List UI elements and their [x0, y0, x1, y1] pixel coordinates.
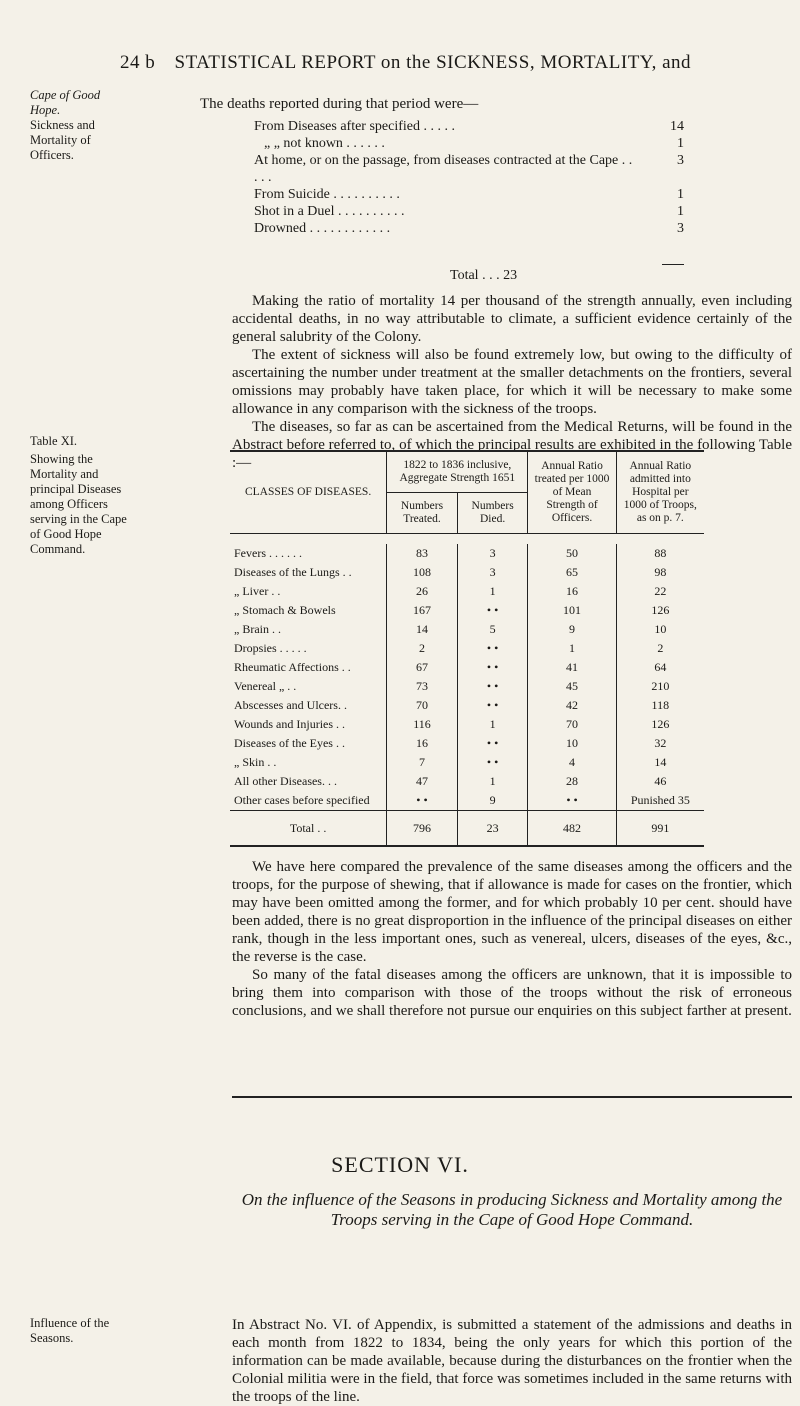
page-header: [120, 52, 691, 74]
table-row: [230, 715, 704, 734]
cell-ratio: 4: [528, 753, 616, 772]
cell-hospital: 991: [651, 820, 670, 835]
cell-treated: 70: [387, 696, 458, 715]
cell-name: Dropsies . . . . .: [230, 639, 387, 658]
cell-name: Other cases before specified: [230, 791, 387, 811]
cell-ratio: 9: [528, 620, 616, 639]
cell-treated: 108: [387, 563, 458, 582]
deaths-intro: The deaths reported during that period were—: [200, 96, 479, 112]
cell-treated: 16: [387, 734, 458, 753]
paragraph: Making the ratio of mortality 14 per thousand of the strength annually, even including accidental deaths, in no way attributable to climate, a sufficient evidence certainly of the general salubrity of the Colony.: [232, 293, 792, 345]
cell-name: Abscesses and Ulcers. .: [230, 696, 387, 715]
deaths-list: [254, 118, 684, 237]
col-classes: CLASSES OF DISEASES.: [230, 451, 387, 534]
cell-hospital: 2: [657, 641, 664, 655]
paragraph-seasons: [232, 1316, 792, 1406]
cell-name: All other Diseases. . .: [230, 772, 387, 791]
table-row: [230, 639, 704, 658]
cell-ratio: 45: [528, 677, 616, 696]
cell-treated: 796: [387, 811, 458, 847]
table-row: [230, 563, 704, 582]
table-row: [230, 753, 704, 772]
cell-treated: 14: [387, 620, 458, 639]
cell-ratio: 41: [528, 658, 616, 677]
margin-table-desc: Showing the Mortality and principal Diseases among Officers serving in the Cape of Good Hope Command.: [30, 452, 127, 556]
cell-treated: 116: [387, 715, 458, 734]
cell-ratio: 65: [528, 563, 616, 582]
cell-hospital: 22: [654, 584, 667, 598]
table-row: [230, 677, 704, 696]
cell-hospital: Punished 35: [630, 793, 690, 807]
page-number: 24 b: [120, 52, 156, 73]
margin-place: Cape of Good Hope.: [30, 88, 101, 117]
col-ratio-hospital: Annual Ratio admitted into Hospital per 1000 of Troops, as on p. 7.: [623, 460, 697, 524]
paragraphs-mortality: [232, 292, 792, 472]
cell-hospital: 32: [654, 736, 667, 750]
deaths-row: From Diseases after specified . . . . . 14: [254, 119, 684, 134]
cell-died: 1: [457, 582, 528, 601]
paragraph: The extent of sickness will also be found extremely low, but owing to the difficulty of ascertaining the number under treatment at the smaller detachments on the frontiers, several omissions may probably have taken place, for which it will be necessary to make some allowance in any comparison with the sickness of the troops.: [232, 347, 792, 417]
cell-ratio: 16: [528, 582, 616, 601]
spacer-cell: [230, 534, 704, 545]
cell-hospital: 10: [654, 622, 667, 636]
cell-treated: 7: [387, 753, 458, 772]
cell-hospital: 64: [654, 660, 667, 674]
cell-hospital: 210: [651, 679, 670, 693]
cell-name: Total . .: [230, 811, 387, 847]
diseases-table: [230, 450, 704, 847]
deaths-row: Drowned . . . . . . . . . . . . 3: [254, 221, 684, 236]
cell-treated: 67: [387, 658, 458, 677]
table-row: [230, 544, 704, 563]
paragraphs-comparison: [232, 858, 792, 1020]
cell-hospital: 88: [654, 546, 667, 560]
margin-topic-seasons: Influence of the Seasons.: [30, 1316, 110, 1345]
table-row: [230, 601, 704, 620]
cell-treated: 2: [387, 639, 458, 658]
cell-ratio: 482: [528, 811, 616, 847]
cell-hospital: 98: [654, 565, 667, 579]
cell-ratio: 70: [528, 715, 616, 734]
cell-died: • •: [457, 696, 528, 715]
cell-died: 3: [457, 563, 528, 582]
deaths-row: Shot in a Duel . . . . . . . . . . 1: [254, 204, 684, 219]
paragraph: The diseases, so far as can be ascertained from the Medical Returns, will be found in the Abstract before referred to, of which the principal results are exhibited in the following Table :—: [232, 419, 792, 471]
section-divider: [232, 1096, 792, 1098]
cell-name: Diseases of the Eyes . .: [230, 734, 387, 753]
cell-hospital: 126: [651, 717, 670, 731]
section-subtitle: On the influence of the Seasons in producing Sickness and Mortality among the Troops serving in the Cape of Good Hope Command.: [241, 1190, 783, 1229]
cell-ratio: 101: [528, 601, 616, 620]
cell-name: Fevers . . . . . .: [230, 544, 387, 563]
table-row: [230, 772, 704, 791]
cell-ratio: 10: [528, 734, 616, 753]
table-row: [230, 582, 704, 601]
deaths-row: At home, or on the passage, from diseases contracted at the Cape . . . . . 3: [254, 153, 684, 185]
cell-treated: • •: [387, 791, 458, 811]
cell-name: „ Skin . .: [230, 753, 387, 772]
cell-ratio: 1: [528, 639, 616, 658]
cell-died: 9: [457, 791, 528, 811]
paragraph: So many of the fatal diseases among the officers are unknown, that it is impossible to bring them into comparison with those of the troops without the risk of erroneous conclusions, and we shall therefore not pursue our enquiries on this subject farther at present.: [232, 967, 792, 1019]
table-total-row: [230, 811, 704, 847]
cell-died: • •: [457, 677, 528, 696]
cell-name: Rheumatic Affections . .: [230, 658, 387, 677]
table-row: [230, 658, 704, 677]
cell-died: 23: [457, 811, 528, 847]
cell-treated: 26: [387, 582, 458, 601]
col-treated: Numbers Treated.: [387, 493, 458, 534]
running-title: STATISTICAL REPORT on the SICKNESS, MORTALITY, and: [174, 52, 692, 73]
cell-ratio: • •: [528, 791, 616, 811]
cell-name: „ Brain . .: [230, 620, 387, 639]
total-rule: [662, 264, 684, 265]
cell-treated: 47: [387, 772, 458, 791]
cell-died: • •: [457, 734, 528, 753]
margin-topic-officers: Sickness and Mortality of Officers.: [30, 118, 95, 162]
table-row: [230, 620, 704, 639]
table-spacer: [230, 534, 704, 545]
col-died: Numbers Died.: [457, 493, 528, 534]
table-row: [230, 791, 704, 811]
cell-ratio: 42: [528, 696, 616, 715]
section-title: SECTION VI.: [331, 1152, 469, 1177]
cell-ratio: 28: [528, 772, 616, 791]
cell-died: • •: [457, 601, 528, 620]
cell-treated: 73: [387, 677, 458, 696]
cell-died: • •: [457, 658, 528, 677]
cell-name: Diseases of the Lungs . .: [230, 563, 387, 582]
table-row: [230, 696, 704, 715]
deaths-row: From Suicide . . . . . . . . . . 1: [254, 187, 684, 202]
cell-hospital: 126: [651, 603, 670, 617]
cell-died: 3: [457, 544, 528, 563]
cell-died: • •: [457, 639, 528, 658]
cell-name: „ Stomach & Bowels: [230, 601, 387, 620]
cell-treated: 83: [387, 544, 458, 563]
cell-hospital: 118: [651, 698, 670, 712]
cell-died: 1: [457, 772, 528, 791]
cell-treated: 167: [387, 601, 458, 620]
deaths-total: Total . . . 23: [450, 268, 518, 283]
cell-died: 5: [457, 620, 528, 639]
cell-died: • •: [457, 753, 528, 772]
col-ratio-treated: Annual Ratio treated per 1000 of Mean Strength of Officers.: [528, 451, 616, 534]
cell-ratio: 50: [528, 544, 616, 563]
col-group: 1822 to 1836 inclusive, Aggregate Strength 1651: [387, 451, 528, 493]
cell-hospital: 46: [654, 774, 667, 788]
cell-hospital: 14: [654, 755, 667, 769]
paragraph: We have here compared the prevalence of the same diseases among the officers and the troops, for the purpose of shewing, that if allowance is made for cases on the frontier, which may have been omitted among the former, and for which probably 10 per cent. should have been added, there is no great disproportion in the influence of the principal diseases on either rank, though in the less important ones, such as venereal, ulcers, diseases of the eyes, &c., the reverse is the case.: [232, 859, 792, 965]
cell-name: Wounds and Injuries . .: [230, 715, 387, 734]
cell-name: „ Liver . .: [230, 582, 387, 601]
cell-name: Venereal „ . .: [230, 677, 387, 696]
paragraph: In Abstract No. VI. of Appendix, is submitted a statement of the admissions and deaths in each month from 1822 to 1834, being the only years for which this portion of the information can be made available, because during the disturbances on the frontier when the Colonial militia were in the field, that force was sometimes included in the same returns with the troops of the line.: [232, 1317, 792, 1405]
deaths-row: „ „ not known . . . . . . 1: [264, 136, 684, 151]
table-row: [230, 734, 704, 753]
cell-died: 1: [457, 715, 528, 734]
margin-table-label: Table XI.: [30, 434, 78, 448]
